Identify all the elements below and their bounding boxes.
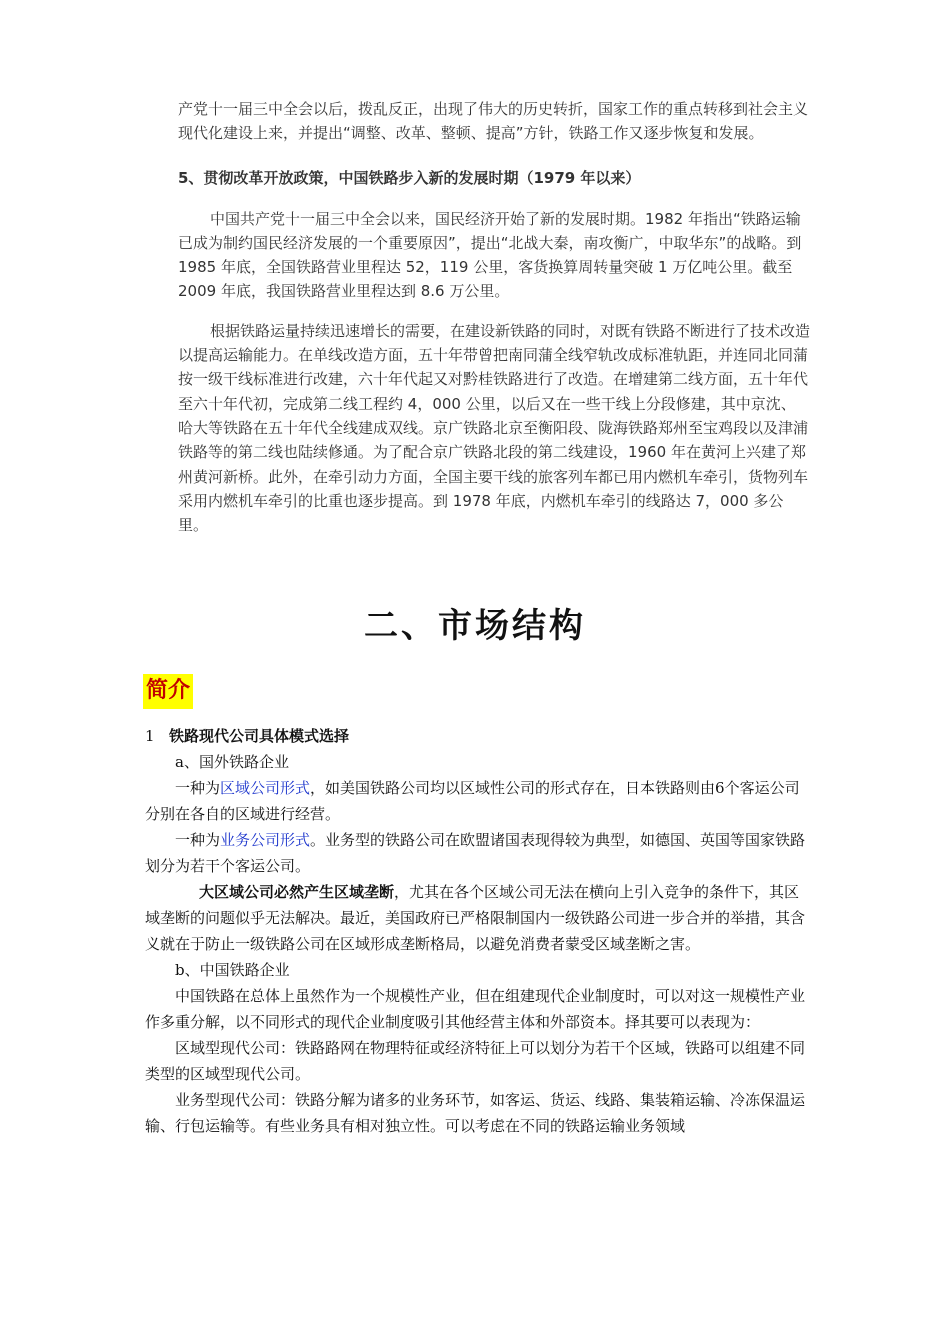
- subheading-foreign: a、国外铁路企业: [175, 753, 289, 771]
- intro-highlight-label: 简介: [143, 674, 193, 709]
- item-heading: [145, 723, 813, 749]
- regional-company-link[interactable]: 区域公司形式: [220, 779, 311, 797]
- paragraph-upgrade: 根据铁路运量持续迅速增长的需要，在建设新铁路的同时，对既有铁路不断进行了技术改造以提高运输能力。在单线改造方面，五十年带曾把南同蒲全线窄轨改成标准轨距，并连同北同蒲按一级干线标准进行改建，六十年代起又对黔桂铁路进行了改造。在增建第二线方面，五十年代至六十年代初，完成第二线工程约 4，000 公里，以后又在一些干线上分段修建，其中京沈、哈大等铁路在五十年代全线建成双线。京广铁路北京至衡阳段、陇海铁路郑州至宝鸡段以及津浦铁路等的第二线也陆续修通。为了配合京广铁路北段的第二线建设，1960 年在黄河上兴建了郑州黄河新桥。此外，在牵引动力方面，全国主要干线的旅客列车都已用内燃机车牵引，货物列车采用内燃机车牵引的比重也逐步提高。到 1978 年底，内燃机车牵引的线路达 7，000 多公里。: [178, 321, 811, 535]
- paragraph-regional-monopoly: [145, 879, 813, 957]
- paragraph-intro: 产党十一届三中全会以后，拨乱反正，出现了伟大的历史转折，国家工作的重点转移到社会主义现代化建设上来，并提出“调整、改革、整顿、提高”方针，铁路工作又逐步恢复和发展。: [178, 100, 809, 143]
- paragraph-business-form: [145, 827, 813, 879]
- paragraph-china-overview: 中国铁路在总体上虽然作为一个规模性产业，但在组建现代企业制度时，可以对这一规模性产业作多重分解，以不同形式的现代企业制度吸引其他经营主体和外部资本。择其要可以表现为：: [145, 987, 806, 1031]
- text-prefix: 一种为: [175, 831, 221, 849]
- item-number: 1: [145, 727, 155, 745]
- paragraph-regional-form: [145, 775, 813, 827]
- paragraph-business-type: 业务型现代公司：铁路分解为诸多的业务环节，如客运、货运、线路、集装箱运输、冷冻保温运输、行包运输等。有些业务具有相对独立性。可以考虑在不同的铁路运输业务领域: [145, 1091, 806, 1135]
- subheading-china: b、中国铁路企业: [175, 961, 290, 979]
- business-company-link[interactable]: 业务公司形式: [220, 831, 311, 849]
- market-section: [145, 723, 813, 1139]
- text-suffix: ，如美国铁路公司均以区域性公司的形式存在，日本铁路则由6个客运公司分别在各自的区域进行经营。: [145, 779, 800, 823]
- item-title: 铁路现代公司具体模式选择: [169, 727, 350, 745]
- history-section: [178, 97, 810, 537]
- paragraph-reform: 中国共产党十一届三中全会以来，国民经济开始了新的发展时期。1982 年指出“铁路运输已成为制约国民经济发展的一个重要原因”，提出“北战大秦，南攻衡广，中取华东”的战略。到 1985 年底，全国铁路营业里程达 52，119 公里，客货换算周转量突破 1 万亿吨公里。截至 2009 年底，我国铁路营业里程达到 8.6 万公里。: [178, 209, 802, 301]
- text-suffix: 。业务型的铁路公司在欧盟诸国表现得较为典型，如德国、英国等国家铁路划分为若干个客运公司。: [145, 831, 806, 875]
- paragraph-regional-type: 区域型现代公司：铁路路网在物理特征或经济特征上可以划分为若干个区域，铁路可以组建不同类型的区域型现代公司。: [145, 1039, 806, 1083]
- heading-reform-period: 5、贯彻改革开放政策，中国铁路步入新的发展时期（1979 年以来）: [178, 168, 641, 187]
- chapter-title: 二、市场结构: [364, 606, 586, 646]
- text-prefix: 一种为: [175, 779, 221, 797]
- monopoly-emphasis: 大区域公司必然产生区域垄断: [199, 883, 395, 901]
- text-suffix: ，尤其在各个区域公司无法在横向上引入竞争的条件下，其区域垄断的问题似乎无法解决。最近，美国政府已严格限制国内一级铁路公司进一步合并的举措，其含义就在于防止一级铁路公司在区域形成垄断格局，以避免消费者蒙受区域垄断之害。: [145, 883, 806, 953]
